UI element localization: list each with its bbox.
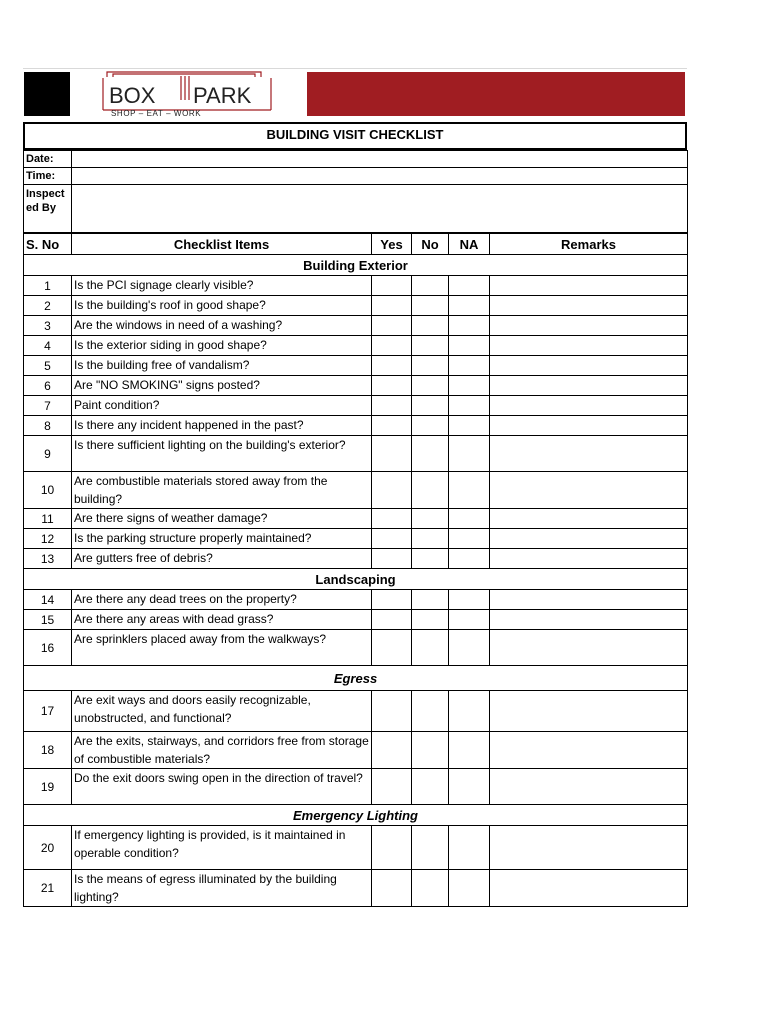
remarks-cell[interactable]	[490, 590, 688, 610]
checklist-row	[24, 396, 688, 416]
time-field[interactable]	[72, 168, 688, 185]
checklist-row	[24, 336, 688, 356]
section-header-row	[24, 666, 688, 691]
checklist-item-text: Are there any areas with dead grass?	[72, 610, 372, 630]
checklist-row	[24, 630, 688, 666]
no-cell[interactable]	[412, 630, 449, 666]
col-header-items: Checklist Items	[72, 234, 372, 255]
na-cell[interactable]	[449, 549, 490, 569]
na-cell[interactable]	[449, 769, 490, 805]
na-cell[interactable]	[449, 276, 490, 296]
row-number: 19	[24, 769, 72, 805]
header-banner	[23, 68, 687, 122]
checklist-item-text: Is the parking structure properly maintained?	[72, 529, 372, 549]
yes-cell[interactable]	[372, 416, 412, 436]
section-header-row	[24, 805, 688, 826]
remarks-cell[interactable]	[490, 549, 688, 569]
remarks-cell[interactable]	[490, 529, 688, 549]
remarks-cell[interactable]	[490, 416, 688, 436]
checklist-row	[24, 549, 688, 569]
checklist-row	[24, 436, 688, 472]
no-cell[interactable]	[412, 396, 449, 416]
col-header-na: NA	[449, 234, 490, 255]
remarks-cell[interactable]	[490, 509, 688, 529]
no-cell[interactable]	[412, 416, 449, 436]
no-cell[interactable]	[412, 529, 449, 549]
checklist-item-text: Are exit ways and doors easily recognizable, unobstructed, and functional?	[72, 691, 372, 732]
document-title: BUILDING VISIT CHECKLIST	[23, 122, 687, 150]
remarks-cell[interactable]	[490, 376, 688, 396]
checklist-item-text: Is the exterior siding in good shape?	[72, 336, 372, 356]
checklist-row	[24, 316, 688, 336]
time-label: Time:	[24, 168, 72, 185]
no-cell[interactable]	[412, 336, 449, 356]
yes-cell[interactable]	[372, 769, 412, 805]
na-cell[interactable]	[449, 509, 490, 529]
checklist-item-text: Are the windows in need of a washing?	[72, 316, 372, 336]
remarks-cell[interactable]	[490, 769, 688, 805]
section-title: Egress	[24, 666, 688, 691]
yes-cell[interactable]	[372, 549, 412, 569]
no-cell[interactable]	[412, 769, 449, 805]
yes-cell[interactable]	[372, 316, 412, 336]
col-header-sno: S. No	[24, 234, 72, 255]
no-cell[interactable]	[412, 826, 449, 870]
row-number: 9	[24, 436, 72, 472]
col-header-remarks: Remarks	[490, 234, 688, 255]
checklist-row	[24, 416, 688, 436]
remarks-cell[interactable]	[490, 732, 688, 769]
checklist-item-text: Paint condition?	[72, 396, 372, 416]
checklist-row	[24, 870, 688, 907]
row-number: 17	[24, 691, 72, 732]
yes-cell[interactable]	[372, 436, 412, 472]
checklist-item-text: Are combustible materials stored away from the building?	[72, 472, 372, 509]
row-number: 3	[24, 316, 72, 336]
checklist-row	[24, 509, 688, 529]
checklist-item-text: Is there sufficient lighting on the building's exterior?	[72, 436, 372, 472]
checklist-item-text: Are there signs of weather damage?	[72, 509, 372, 529]
no-cell[interactable]	[412, 590, 449, 610]
row-number: 5	[24, 356, 72, 376]
na-cell[interactable]	[449, 416, 490, 436]
checklist-item-text: Are gutters free of debris?	[72, 549, 372, 569]
no-cell[interactable]	[412, 296, 449, 316]
checklist-item-text: Is the building free of vandalism?	[72, 356, 372, 376]
na-cell[interactable]	[449, 316, 490, 336]
row-number: 21	[24, 870, 72, 907]
row-number: 15	[24, 610, 72, 630]
checklist-item-text: Is the PCI signage clearly visible?	[72, 276, 372, 296]
logo-text-box: BOX	[109, 83, 156, 108]
row-number: 11	[24, 509, 72, 529]
na-cell[interactable]	[449, 732, 490, 769]
yes-cell[interactable]	[372, 590, 412, 610]
row-number: 16	[24, 630, 72, 666]
no-cell[interactable]	[412, 691, 449, 732]
no-cell[interactable]	[412, 376, 449, 396]
checklist-row	[24, 691, 688, 732]
checklist-item-text: Are sprinklers placed away from the walkways?	[72, 630, 372, 666]
row-number: 12	[24, 529, 72, 549]
yes-cell[interactable]	[372, 396, 412, 416]
remarks-cell[interactable]	[490, 436, 688, 472]
checklist-item-text: Is the building's roof in good shape?	[72, 296, 372, 316]
na-cell[interactable]	[449, 630, 490, 666]
na-cell[interactable]	[449, 691, 490, 732]
inspected-by-label: Inspected By	[24, 185, 72, 233]
logo-tagline: SHOP – EAT – WORK	[111, 109, 202, 118]
row-number: 13	[24, 549, 72, 569]
remarks-cell[interactable]	[490, 630, 688, 666]
checklist-item-text: Are the exits, stairways, and corridors free from storage of combustible materials?	[72, 732, 372, 769]
na-cell[interactable]	[449, 296, 490, 316]
checklist-row	[24, 276, 688, 296]
yes-cell[interactable]	[372, 732, 412, 769]
row-number: 6	[24, 376, 72, 396]
checklist-item-text: If emergency lighting is provided, is it maintained in operable condition?	[72, 826, 372, 870]
checklist-row	[24, 376, 688, 396]
inspected-by-field[interactable]	[72, 185, 688, 233]
yes-cell[interactable]	[372, 376, 412, 396]
checklist-item-text: Are there any dead trees on the property?	[72, 590, 372, 610]
remarks-cell[interactable]	[490, 276, 688, 296]
no-cell[interactable]	[412, 436, 449, 472]
checklist-item-text: Are "NO SMOKING" signs posted?	[72, 376, 372, 396]
row-number: 18	[24, 732, 72, 769]
red-header-bar	[307, 72, 685, 116]
section-header-row	[24, 569, 688, 590]
remarks-cell[interactable]	[490, 336, 688, 356]
checklist-row	[24, 529, 688, 549]
no-cell[interactable]	[412, 732, 449, 769]
na-cell[interactable]	[449, 529, 490, 549]
no-cell[interactable]	[412, 276, 449, 296]
yes-cell[interactable]	[372, 296, 412, 316]
boxpark-logo	[101, 70, 273, 118]
logo-text-park: PARK	[193, 83, 252, 108]
row-number: 7	[24, 396, 72, 416]
na-cell[interactable]	[449, 356, 490, 376]
yes-cell[interactable]	[372, 356, 412, 376]
row-number: 1	[24, 276, 72, 296]
row-number: 20	[24, 826, 72, 870]
remarks-cell[interactable]	[490, 296, 688, 316]
row-number: 2	[24, 296, 72, 316]
section-title: Emergency Lighting	[24, 805, 688, 826]
col-header-no: No	[412, 234, 449, 255]
col-header-yes: Yes	[372, 234, 412, 255]
na-cell[interactable]	[449, 590, 490, 610]
remarks-cell[interactable]	[490, 870, 688, 907]
checklist-item-text: Is there any incident happened in the past?	[72, 416, 372, 436]
yes-cell[interactable]	[372, 276, 412, 296]
row-number: 4	[24, 336, 72, 356]
na-cell[interactable]	[449, 336, 490, 356]
checklist-row	[24, 590, 688, 610]
checklist-row	[24, 356, 688, 376]
no-cell[interactable]	[412, 356, 449, 376]
top-rule	[23, 68, 687, 69]
section-title: Landscaping	[24, 569, 688, 590]
remarks-cell[interactable]	[490, 826, 688, 870]
column-header-row	[24, 234, 688, 255]
yes-cell[interactable]	[372, 336, 412, 356]
remarks-cell[interactable]	[490, 356, 688, 376]
remarks-cell[interactable]	[490, 691, 688, 732]
yes-cell[interactable]	[372, 610, 412, 630]
na-cell[interactable]	[449, 826, 490, 870]
no-cell[interactable]	[412, 549, 449, 569]
remarks-cell[interactable]	[490, 610, 688, 630]
checklist-row	[24, 769, 688, 805]
checklist-row	[24, 610, 688, 630]
checklist-sheet	[23, 68, 687, 907]
black-logo-block	[24, 72, 70, 116]
yes-cell[interactable]	[372, 509, 412, 529]
date-label: Date:	[24, 151, 72, 168]
yes-cell[interactable]	[372, 472, 412, 509]
yes-cell[interactable]	[372, 630, 412, 666]
na-cell[interactable]	[449, 610, 490, 630]
yes-cell[interactable]	[372, 870, 412, 907]
checklist-row	[24, 296, 688, 316]
row-number: 10	[24, 472, 72, 509]
yes-cell[interactable]	[372, 691, 412, 732]
yes-cell[interactable]	[372, 529, 412, 549]
remarks-cell[interactable]	[490, 472, 688, 509]
row-number: 8	[24, 416, 72, 436]
na-cell[interactable]	[449, 436, 490, 472]
checklist-row	[24, 732, 688, 769]
section-header-row	[24, 255, 688, 276]
checklist-item-text: Do the exit doors swing open in the direction of travel?	[72, 769, 372, 805]
na-cell[interactable]	[449, 396, 490, 416]
checklist-row	[24, 472, 688, 509]
na-cell[interactable]	[449, 376, 490, 396]
no-cell[interactable]	[412, 870, 449, 907]
date-field[interactable]	[72, 151, 688, 168]
row-number: 14	[24, 590, 72, 610]
checklist-item-text: Is the means of egress illuminated by the building lighting?	[72, 870, 372, 907]
remarks-cell[interactable]	[490, 316, 688, 336]
section-title: Building Exterior	[24, 255, 688, 276]
meta-table	[23, 150, 688, 233]
yes-cell[interactable]	[372, 826, 412, 870]
na-cell[interactable]	[449, 472, 490, 509]
no-cell[interactable]	[412, 610, 449, 630]
checklist-row	[24, 826, 688, 870]
no-cell[interactable]	[412, 472, 449, 509]
no-cell[interactable]	[412, 509, 449, 529]
no-cell[interactable]	[412, 316, 449, 336]
na-cell[interactable]	[449, 870, 490, 907]
remarks-cell[interactable]	[490, 396, 688, 416]
checklist-table	[23, 233, 688, 907]
